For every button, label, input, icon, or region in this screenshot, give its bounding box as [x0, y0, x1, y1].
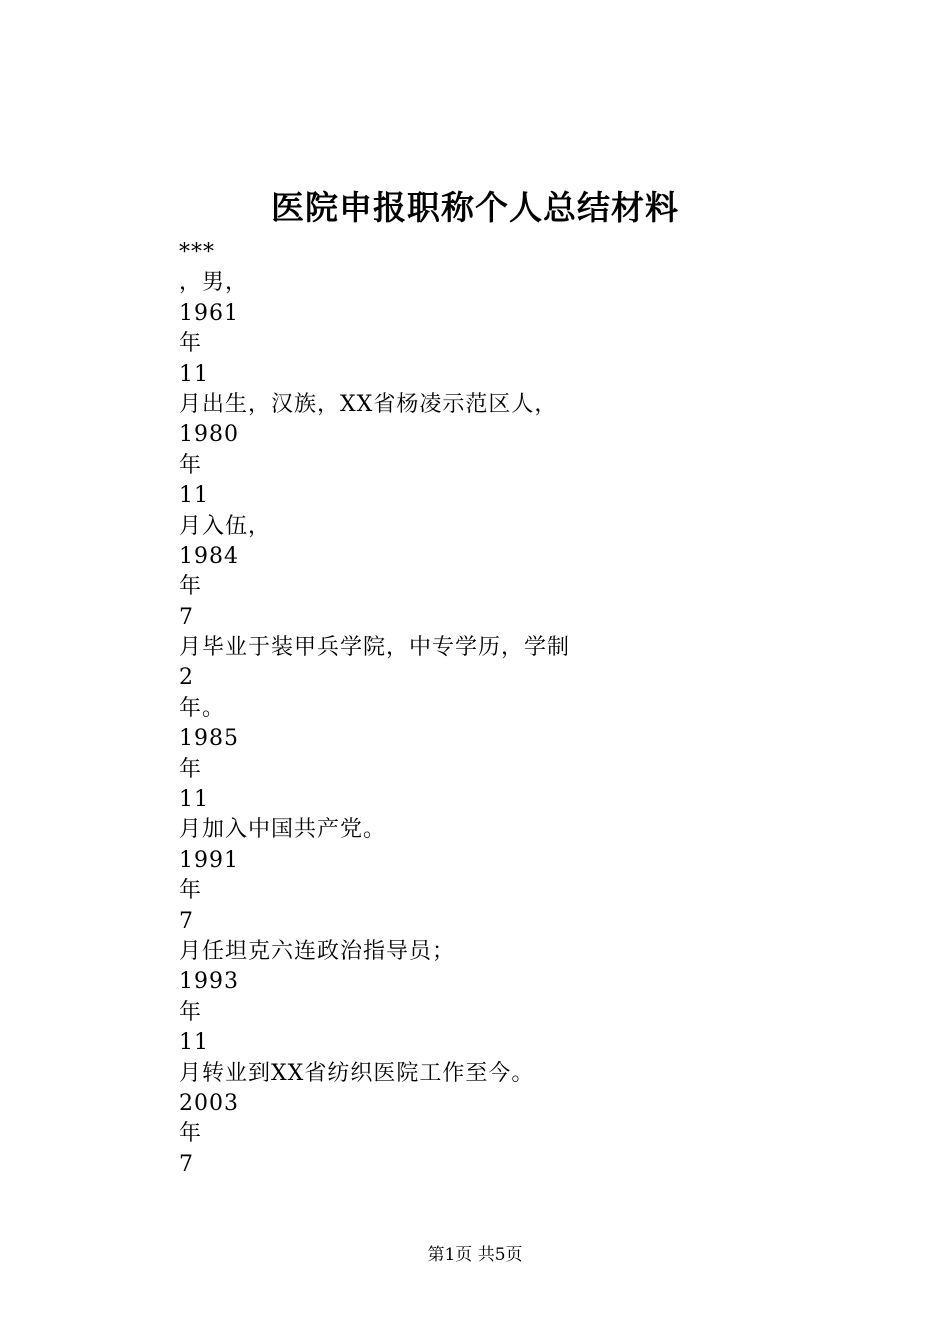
body-line: 年: [179, 331, 203, 357]
body-line: 7: [179, 908, 194, 934]
document-body: [179, 238, 779, 1180]
document-title: 医院申报职称个人总结材料: [271, 188, 679, 227]
body-line: 年: [179, 452, 203, 478]
body-line: 月毕业于装甲兵学院，中专学历，学制: [179, 635, 571, 661]
body-line: 7: [179, 1151, 194, 1177]
body-line: 1961: [179, 300, 239, 326]
body-line: 1980: [179, 422, 239, 448]
body-line: 年: [179, 1121, 203, 1147]
page-footer: 第1页 共5页: [427, 1245, 523, 1265]
body-line: 月任坦克六连政治指导员；: [179, 938, 456, 964]
body-line: 11: [179, 483, 209, 509]
body-line: 1993: [179, 969, 239, 995]
body-line: 月转业到XX省纺织医院工作至今。: [179, 1060, 535, 1086]
body-line: 月入伍，: [179, 513, 272, 539]
body-line: 年: [179, 999, 203, 1025]
body-line: 月出生，汉族，XX省杨凌示范区人，: [179, 391, 558, 417]
body-line: 1984: [179, 543, 239, 569]
body-line: 2003: [179, 1090, 239, 1116]
body-line: 11: [179, 361, 209, 387]
body-line: 1985: [179, 726, 239, 752]
body-line: 1991: [179, 847, 239, 873]
body-line: 11: [179, 787, 209, 813]
body-line: 7: [179, 604, 194, 630]
body-line: ，男，: [179, 270, 249, 296]
body-line: 年: [179, 574, 203, 600]
body-line: 月加入中国共产党。: [179, 817, 387, 843]
body-line: 2: [179, 665, 194, 691]
body-line: 年: [179, 878, 203, 904]
body-line: 年: [179, 756, 203, 782]
body-line: ***: [179, 240, 215, 265]
body-line: 年。: [179, 695, 226, 721]
body-line: 11: [179, 1030, 209, 1056]
